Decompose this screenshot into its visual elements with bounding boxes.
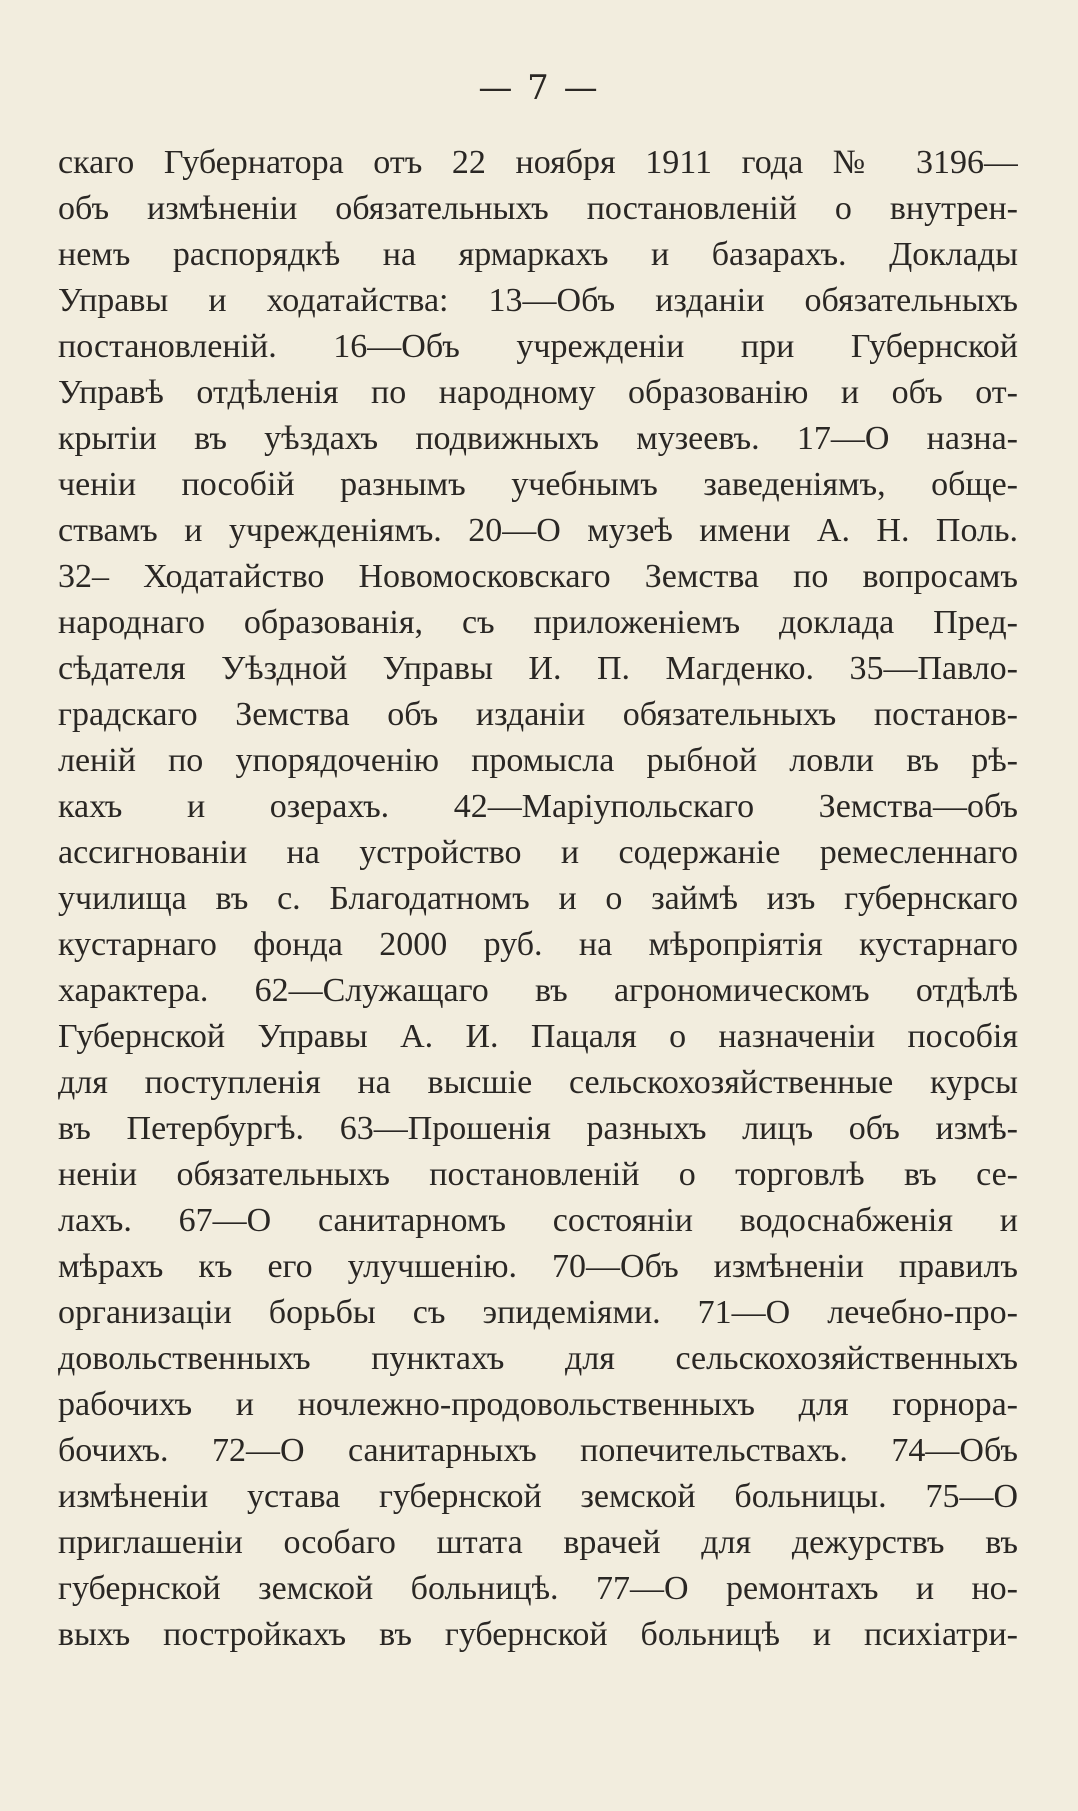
- text-line: довольственныхъ пунктахъ для сельскохозяйственныхъ: [58, 1340, 1018, 1377]
- text-line: Управѣ отдѣленія по народному образованію и объ от-: [58, 374, 1018, 411]
- text-line: леній по упорядоченію промысла рыбной ловли въ рѣ-: [58, 742, 1018, 779]
- text-line: Губернской Управы А. И. Пацаля о назначеніи пособія: [58, 1018, 1018, 1055]
- text-line: ассигнованіи на устройство и содержаніе ремесленнаго: [58, 834, 1018, 871]
- text-line: сѣдателя Уѣздной Управы И. П. Магденко. 35—Павло-: [58, 650, 1018, 687]
- text-line: ченіи пособій разнымъ учебнымъ заведеніямъ, обще-: [58, 466, 1018, 503]
- text-line: характера. 62—Служащаго въ агрономическомъ отдѣлѣ: [58, 972, 1018, 1009]
- text-line: постановленій. 16—Объ учрежденіи при Губернской: [58, 328, 1018, 365]
- text-line: ствамъ и учрежденіямъ. 20—О музеѣ имени А. Н. Поль.: [58, 512, 1018, 549]
- text-line: кустарнаго фонда 2000 руб. на мѣропріятія кустарнаго: [58, 926, 1018, 963]
- text-line: мѣрахъ къ его улучшенію. 70—Объ измѣненіи правилъ: [58, 1248, 1018, 1285]
- body-text: [58, 140, 1018, 1658]
- text-line: приглашеніи особаго штата врачей для дежурствъ въ: [58, 1524, 1018, 1561]
- text-line: Управы и ходатайства: 13—Объ изданіи обязательныхъ: [58, 282, 1018, 319]
- text-line: объ измѣненіи обязательныхъ постановленій о внутрен-: [58, 190, 1018, 227]
- page-number: — 7 —: [478, 68, 600, 108]
- text-line: въ Петербургѣ. 63—Прошенія разныхъ лицъ объ измѣ-: [58, 1110, 1018, 1147]
- text-line: для поступленія на высшіе сельскохозяйственные курсы: [58, 1064, 1018, 1101]
- text-line: народнаго образованія, съ приложеніемъ доклада Пред-: [58, 604, 1018, 641]
- text-line: 32– Ходатайство Новомосковскаго Земства по вопросамъ: [58, 558, 1018, 595]
- text-line: немъ распорядкѣ на ярмаркахъ и базарахъ. Доклады: [58, 236, 1018, 273]
- text-line: неніи обязательныхъ постановленій о торговлѣ въ се-: [58, 1156, 1018, 1193]
- text-line: губернской земской больницѣ. 77—О ремонтахъ и но-: [58, 1570, 1018, 1607]
- text-line: лахъ. 67—О санитарномъ состояніи водоснабженія и: [58, 1202, 1018, 1239]
- text-line: кахъ и озерахъ. 42—Маріупольскаго Земства—объ: [58, 788, 1018, 825]
- text-line: рабочихъ и ночлежно-продовольственныхъ для горнора-: [58, 1386, 1018, 1423]
- text-line: организаціи борьбы съ эпидеміями. 71—О лечебно-про-: [58, 1294, 1018, 1331]
- text-line: бочихъ. 72—О санитарныхъ попечительствахъ. 74—Объ: [58, 1432, 1018, 1469]
- text-line: выхъ постройкахъ въ губернской больницѣ и психіатри-: [58, 1616, 1018, 1653]
- text-line: училища въ с. Благодатномъ и о займѣ изъ губернскаго: [58, 880, 1018, 917]
- text-line: скаго Губернатора отъ 22 ноября 1911 года № 3196—: [58, 144, 1018, 181]
- text-line: измѣненіи устава губернской земской больницы. 75—О: [58, 1478, 1018, 1515]
- text-line: градскаго Земства объ изданіи обязательныхъ постанов-: [58, 696, 1018, 733]
- text-line: крытіи въ уѣздахъ подвижныхъ музеевъ. 17—О назна-: [58, 420, 1018, 457]
